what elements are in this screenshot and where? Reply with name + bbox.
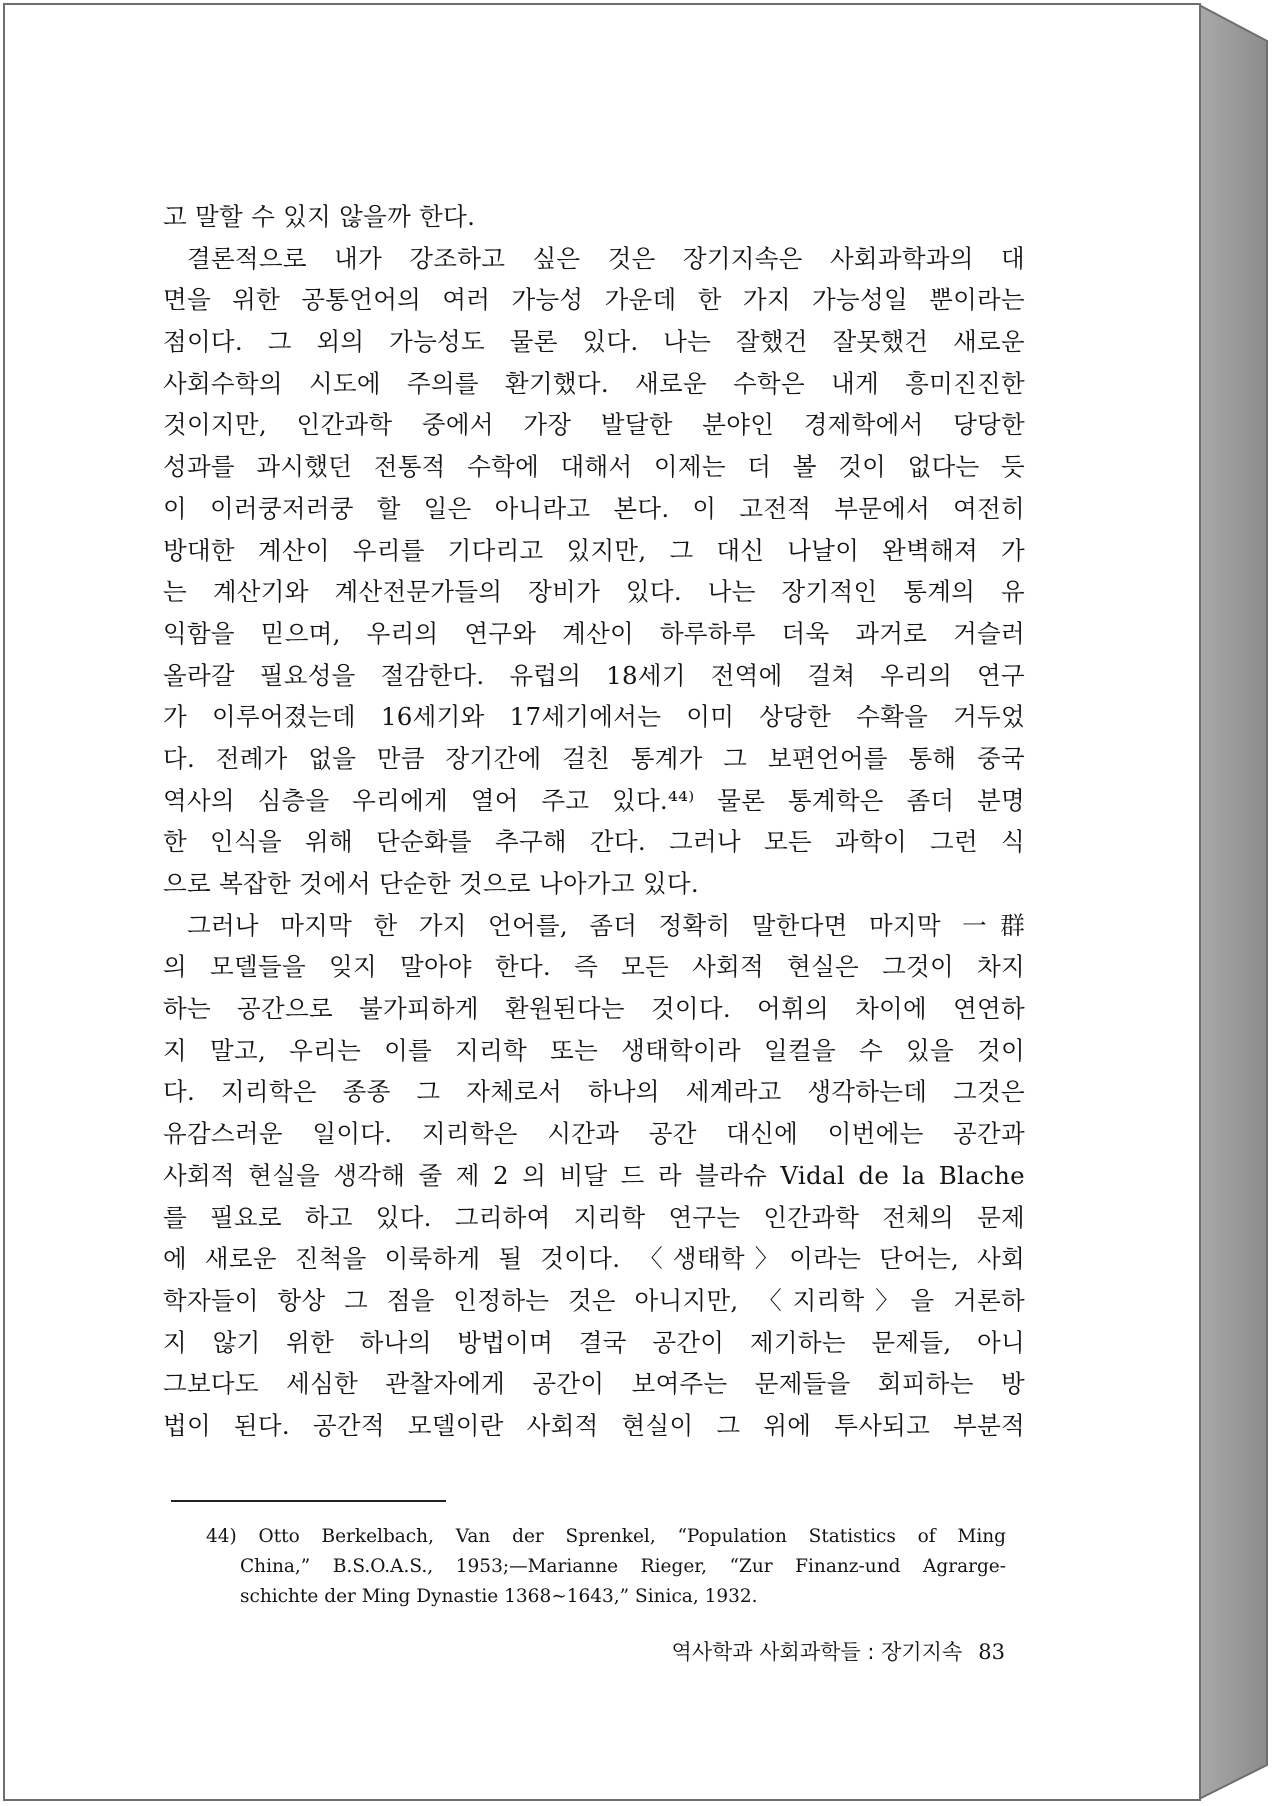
body-line: 그러나 마지막 한 가지 언어를, 좀더 정확히 말한다면 마지막 一群 (187, 910, 1025, 940)
body-line: 이 이러쿵저러쿵 할 일은 아니라고 본다. 이 고전적 부문에서 여전히 (163, 493, 1025, 523)
body-line: 학자들이 항상 그 점을 인정하는 것은 아니지만, 〈지리학〉을 거론하 (163, 1285, 1025, 1315)
page-number: 83 (978, 1640, 1005, 1664)
body-line: 의 모델들을 잊지 말아야 한다. 즉 모든 사회적 현실은 그것이 차지 (163, 952, 1025, 982)
body-line: 유감스러운 일이다. 지리학은 시간과 공간 대신에 이번에는 공간과 (163, 1119, 1025, 1149)
body-line: 면을 위한 공통언어의 여러 가능성 가운데 한 가지 가능성일 뿐이라는 (163, 285, 1025, 315)
body-line: 결론적으로 내가 강조하고 싶은 것은 장기지속은 사회과학과의 대 (187, 243, 1025, 273)
page-stack-edge (1199, 3, 1271, 1801)
body-line: 올라갈 필요성을 절감한다. 유럽의 18세기 전역에 걸쳐 우리의 연구 (163, 660, 1025, 690)
body-line: 를 필요로 하고 있다. 그리하여 지리학 연구는 인간과학 전체의 문제 (163, 1202, 1025, 1232)
body-line: 다. 지리학은 종종 그 자체로서 하나의 세계라고 생각하는데 그것은 (163, 1077, 1025, 1107)
body-line: 법이 된다. 공간적 모델이란 사회적 현실이 그 위에 투사되고 부분적 (163, 1410, 1025, 1440)
body-line: 역사의 심층을 우리에게 열어 주고 있다.⁴⁴⁾ 물론 통계학은 좀더 분명 (163, 785, 1025, 815)
body-line: 점이다. 그 외의 가능성도 물론 있다. 나는 잘했건 잘못했건 새로운 (163, 327, 1025, 357)
body-line: 지 않기 위한 하나의 방법이며 결국 공간이 제기하는 문제들, 아니 (163, 1327, 1025, 1357)
body-line: 그보다도 세심한 관찰자에게 공간이 보여주는 문제들을 회피하는 방 (163, 1369, 1025, 1399)
running-footer (600, 1636, 1005, 1666)
running-footer-title: 역사학과 사회과학들 : 장기지속 (671, 1640, 963, 1664)
body-line: 방대한 계산이 우리를 기다리고 있지만, 그 대신 나날이 완벽해져 가 (163, 535, 1025, 565)
body-text (163, 196, 1025, 1447)
body-line: 익함을 믿으며, 우리의 연구와 계산이 하루하루 더욱 과거로 거슬러 (163, 618, 1025, 648)
body-line: 사회수학의 시도에 주의를 환기했다. 새로운 수학은 내게 흥미진진한 (163, 368, 1025, 398)
body-line: 사회적 현실을 생각해 줄 제 2 의 비달 드 라 블라슈 Vidal de la Blache (163, 1160, 1025, 1190)
body-line: 것이지만, 인간과학 중에서 가장 발달한 분야인 경제학에서 당당한 (163, 410, 1025, 440)
body-line: 에 새로운 진척을 이룩하게 될 것이다. 〈생태학〉이라는 단어는, 사회 (163, 1244, 1025, 1274)
body-line: 으로 복잡한 것에서 단순한 것으로 나아가고 있다. (163, 869, 699, 898)
body-line: 가 이루어졌는데 16세기와 17세기에서는 이미 상당한 수확을 거두었 (163, 702, 1025, 732)
footnote-divider (171, 1500, 446, 1502)
body-line: 다. 전례가 없을 만큼 장기간에 걸친 통계가 그 보편언어를 통해 중국 (163, 743, 1025, 773)
body-line: 는 계산기와 계산전문가들의 장비가 있다. 나는 장기적인 통계의 유 (163, 577, 1025, 607)
body-line: 성과를 과시했던 전통적 수학에 대해서 이제는 더 볼 것이 없다는 듯 (163, 452, 1025, 482)
body-line: 고 말할 수 있지 않을까 한다. (163, 202, 476, 231)
body-line: 지 말고, 우리는 이를 지리학 또는 생태학이라 일컬을 수 있을 것이 (163, 1035, 1025, 1065)
body-line: 한 인식을 위해 단순화를 추구해 간다. 그러나 모든 과학이 그런 식 (163, 827, 1025, 857)
footnote-line: China,” B.S.O.A.S., 1953;—Marianne Rieger, “Zur Finanz-und Agrarge- (240, 1556, 1006, 1577)
body-line: 하는 공간으로 불가피하게 환원된다는 것이다. 어휘의 차이에 연연하 (163, 994, 1025, 1024)
footnote-line: schichte der Ming Dynastie 1368∼1643,” Sinica, 1932. (240, 1586, 758, 1607)
footnote-line: 44) Otto Berkelbach, Van der Sprenkel, “Population Statistics of Ming (206, 1526, 1006, 1547)
footnote-block (206, 1522, 1006, 1612)
